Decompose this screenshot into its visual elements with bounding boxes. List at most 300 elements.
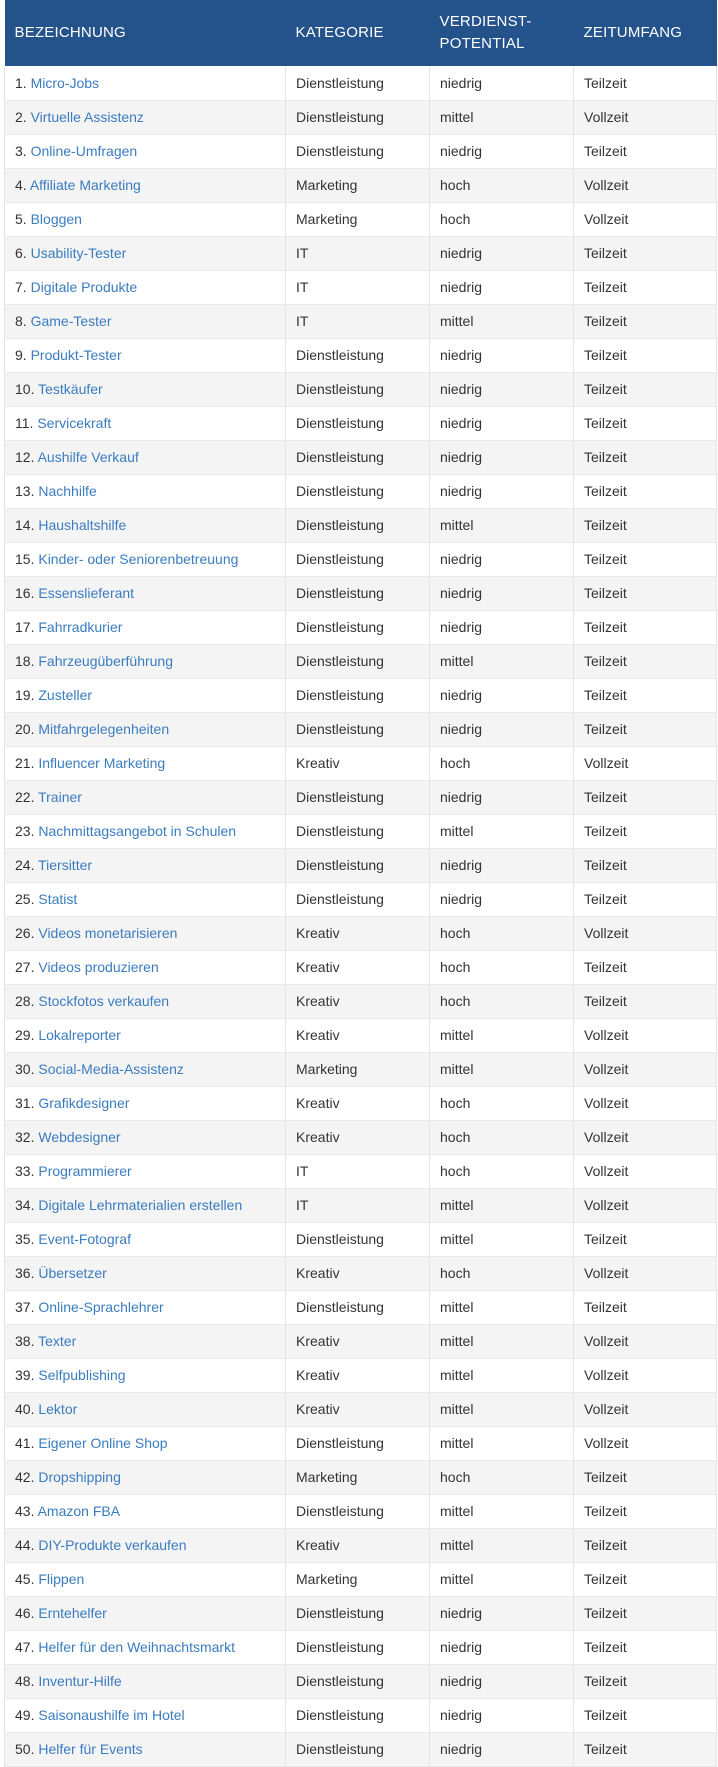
job-link[interactable]: Fahrradkurier	[38, 619, 123, 635]
cell-zeitumfang: Vollzeit	[574, 1120, 717, 1154]
job-link[interactable]: Produkt-Tester	[30, 347, 122, 363]
cell-verdienstpotential: mittel	[430, 814, 574, 848]
job-link[interactable]: Social-Media-Assistenz	[38, 1061, 184, 1077]
table-row	[5, 168, 717, 202]
jobs-table	[4, 0, 717, 1767]
table-row	[5, 1358, 717, 1392]
cell-kategorie: Dienstleistung	[286, 1494, 430, 1528]
job-link[interactable]: Helfer für Events	[38, 1741, 143, 1757]
cell-zeitumfang: Teilzeit	[574, 984, 717, 1018]
job-link[interactable]: Zusteller	[38, 687, 93, 703]
table-row	[5, 134, 717, 168]
cell-bezeichnung	[5, 1426, 286, 1460]
row-number: 40.	[15, 1401, 35, 1417]
job-link[interactable]: Dropshipping	[38, 1469, 121, 1485]
cell-kategorie: Kreativ	[286, 1086, 430, 1120]
row-number: 38.	[15, 1333, 35, 1349]
cell-kategorie: Dienstleistung	[286, 66, 430, 100]
cell-bezeichnung	[5, 882, 286, 916]
cell-kategorie: Kreativ	[286, 746, 430, 780]
cell-verdienstpotential: mittel	[430, 304, 574, 338]
cell-zeitumfang: Teilzeit	[574, 134, 717, 168]
cell-verdienstpotential: mittel	[430, 1188, 574, 1222]
row-number: 4.	[15, 177, 27, 193]
cell-kategorie: Dienstleistung	[286, 848, 430, 882]
row-number: 20.	[15, 721, 35, 737]
cell-zeitumfang: Teilzeit	[574, 270, 717, 304]
row-number: 22.	[15, 789, 35, 805]
header-bezeichnung: BEZEICHNUNG	[5, 0, 286, 66]
cell-verdienstpotential: mittel	[430, 1392, 574, 1426]
row-number: 26.	[15, 925, 35, 941]
cell-zeitumfang: Vollzeit	[574, 1392, 717, 1426]
cell-verdienstpotential: mittel	[430, 1290, 574, 1324]
cell-verdienstpotential: niedrig	[430, 1630, 574, 1664]
cell-bezeichnung	[5, 1256, 286, 1290]
job-link[interactable]: Statist	[38, 891, 78, 907]
header-zeitumfang: ZEITUMFANG	[574, 0, 717, 66]
row-number: 37.	[15, 1299, 35, 1315]
cell-bezeichnung	[5, 644, 286, 678]
row-number: 10.	[15, 381, 35, 397]
job-link[interactable]: Texter	[38, 1333, 77, 1349]
cell-zeitumfang: Vollzeit	[574, 1426, 717, 1460]
cell-bezeichnung	[5, 1664, 286, 1698]
cell-bezeichnung	[5, 1630, 286, 1664]
cell-verdienstpotential: hoch	[430, 1086, 574, 1120]
cell-bezeichnung	[5, 1120, 286, 1154]
cell-verdienstpotential: mittel	[430, 1528, 574, 1562]
cell-zeitumfang: Teilzeit	[574, 1732, 717, 1766]
table-row	[5, 406, 717, 440]
job-link[interactable]: Flippen	[38, 1571, 85, 1587]
cell-kategorie: Dienstleistung	[286, 1290, 430, 1324]
table-row	[5, 1188, 717, 1222]
cell-verdienstpotential: hoch	[430, 950, 574, 984]
row-number: 29.	[15, 1027, 35, 1043]
table-row	[5, 780, 717, 814]
job-link[interactable]: Eigener Online Shop	[38, 1435, 168, 1451]
cell-kategorie: Kreativ	[286, 1392, 430, 1426]
cell-zeitumfang: Vollzeit	[574, 1324, 717, 1358]
cell-zeitumfang: Teilzeit	[574, 1460, 717, 1494]
row-number: 45.	[15, 1571, 35, 1587]
cell-verdienstpotential: mittel	[430, 508, 574, 542]
cell-kategorie: Kreativ	[286, 1256, 430, 1290]
cell-bezeichnung	[5, 610, 286, 644]
cell-kategorie: Dienstleistung	[286, 134, 430, 168]
row-number: 18.	[15, 653, 35, 669]
job-link[interactable]: Inventur-Hilfe	[38, 1673, 122, 1689]
cell-verdienstpotential: niedrig	[430, 882, 574, 916]
row-number: 14.	[15, 517, 35, 533]
row-number: 9.	[15, 347, 27, 363]
job-link[interactable]: Selfpublishing	[38, 1367, 126, 1383]
cell-bezeichnung	[5, 780, 286, 814]
cell-bezeichnung	[5, 950, 286, 984]
job-link[interactable]: Event-Fotograf	[38, 1231, 131, 1247]
job-link[interactable]: Bloggen	[30, 211, 82, 227]
cell-bezeichnung	[5, 1188, 286, 1222]
table-row	[5, 576, 717, 610]
cell-kategorie: IT	[286, 1188, 430, 1222]
table-row	[5, 1018, 717, 1052]
cell-bezeichnung	[5, 1154, 286, 1188]
jobs-table-container	[4, 0, 716, 1767]
cell-zeitumfang: Teilzeit	[574, 304, 717, 338]
header-row	[5, 0, 717, 66]
cell-zeitumfang: Teilzeit	[574, 1698, 717, 1732]
cell-verdienstpotential: mittel	[430, 1562, 574, 1596]
row-number: 34.	[15, 1197, 35, 1213]
cell-kategorie: Marketing	[286, 1562, 430, 1596]
job-link[interactable]: Influencer Marketing	[38, 755, 166, 771]
job-link[interactable]: Mitfahrgelegenheiten	[38, 721, 170, 737]
cell-verdienstpotential: mittel	[430, 100, 574, 134]
table-row	[5, 304, 717, 338]
cell-verdienstpotential: hoch	[430, 746, 574, 780]
row-number: 28.	[15, 993, 35, 1009]
row-number: 5.	[15, 211, 27, 227]
cell-zeitumfang: Vollzeit	[574, 1086, 717, 1120]
row-number: 19.	[15, 687, 35, 703]
cell-bezeichnung	[5, 338, 286, 372]
table-row	[5, 440, 717, 474]
cell-verdienstpotential: niedrig	[430, 236, 574, 270]
table-row	[5, 372, 717, 406]
cell-bezeichnung	[5, 1562, 286, 1596]
row-number: 23.	[15, 823, 35, 839]
cell-verdienstpotential: niedrig	[430, 848, 574, 882]
job-link[interactable]: Webdesigner	[38, 1129, 121, 1145]
cell-verdienstpotential: niedrig	[430, 474, 574, 508]
cell-zeitumfang: Teilzeit	[574, 950, 717, 984]
cell-bezeichnung	[5, 1324, 286, 1358]
table-body	[5, 66, 717, 1766]
table-row	[5, 1222, 717, 1256]
cell-kategorie: Dienstleistung	[286, 644, 430, 678]
cell-zeitumfang: Vollzeit	[574, 1256, 717, 1290]
cell-zeitumfang: Vollzeit	[574, 1188, 717, 1222]
cell-kategorie: Marketing	[286, 1460, 430, 1494]
cell-zeitumfang: Teilzeit	[574, 338, 717, 372]
table-row	[5, 236, 717, 270]
job-link[interactable]: Helfer für den Weihnachtsmarkt	[38, 1639, 235, 1655]
cell-verdienstpotential: mittel	[430, 644, 574, 678]
cell-bezeichnung	[5, 746, 286, 780]
table-row	[5, 1528, 717, 1562]
job-link[interactable]: Übersetzer	[38, 1265, 107, 1281]
cell-kategorie: Dienstleistung	[286, 610, 430, 644]
cell-bezeichnung	[5, 1494, 286, 1528]
job-link[interactable]: Grafikdesigner	[38, 1095, 130, 1111]
cell-bezeichnung	[5, 1222, 286, 1256]
cell-bezeichnung	[5, 542, 286, 576]
row-number: 17.	[15, 619, 35, 635]
cell-bezeichnung	[5, 1698, 286, 1732]
cell-verdienstpotential: niedrig	[430, 1698, 574, 1732]
cell-kategorie: Kreativ	[286, 984, 430, 1018]
table-row	[5, 1596, 717, 1630]
cell-bezeichnung	[5, 270, 286, 304]
table-row	[5, 882, 717, 916]
row-number: 50.	[15, 1741, 35, 1757]
cell-kategorie: Dienstleistung	[286, 406, 430, 440]
table-row	[5, 270, 717, 304]
table-row	[5, 1120, 717, 1154]
cell-kategorie: IT	[286, 236, 430, 270]
cell-verdienstpotential: hoch	[430, 168, 574, 202]
cell-zeitumfang: Vollzeit	[574, 1154, 717, 1188]
cell-zeitumfang: Teilzeit	[574, 644, 717, 678]
cell-verdienstpotential: niedrig	[430, 270, 574, 304]
cell-verdienstpotential: niedrig	[430, 134, 574, 168]
job-link[interactable]: Videos produzieren	[38, 959, 159, 975]
cell-bezeichnung	[5, 474, 286, 508]
cell-kategorie: Dienstleistung	[286, 542, 430, 576]
cell-zeitumfang: Vollzeit	[574, 916, 717, 950]
job-link[interactable]: Haushaltshilfe	[38, 517, 127, 533]
row-number: 49.	[15, 1707, 35, 1723]
cell-bezeichnung	[5, 1052, 286, 1086]
row-number: 6.	[15, 245, 27, 261]
job-link[interactable]: Aushilfe Verkauf	[37, 449, 139, 465]
cell-verdienstpotential: niedrig	[430, 372, 574, 406]
table-row	[5, 1256, 717, 1290]
table-row	[5, 610, 717, 644]
cell-verdienstpotential: mittel	[430, 1494, 574, 1528]
row-number: 15.	[15, 551, 35, 567]
row-number: 46.	[15, 1605, 35, 1621]
cell-verdienstpotential: hoch	[430, 1154, 574, 1188]
cell-kategorie: Kreativ	[286, 916, 430, 950]
table-row	[5, 1460, 717, 1494]
job-link[interactable]: Lektor	[38, 1401, 78, 1417]
cell-zeitumfang: Vollzeit	[574, 746, 717, 780]
job-link[interactable]: Videos monetarisieren	[38, 925, 178, 941]
cell-kategorie: IT	[286, 1154, 430, 1188]
table-row	[5, 1494, 717, 1528]
cell-verdienstpotential: mittel	[430, 1222, 574, 1256]
cell-zeitumfang: Teilzeit	[574, 1596, 717, 1630]
cell-bezeichnung	[5, 678, 286, 712]
row-number: 21.	[15, 755, 35, 771]
cell-bezeichnung	[5, 100, 286, 134]
job-link[interactable]: Online-Umfragen	[30, 143, 138, 159]
cell-bezeichnung	[5, 1358, 286, 1392]
job-link[interactable]: Affiliate Marketing	[29, 177, 141, 193]
row-number: 2.	[15, 109, 27, 125]
cell-kategorie: Dienstleistung	[286, 1630, 430, 1664]
cell-bezeichnung	[5, 712, 286, 746]
cell-verdienstpotential: hoch	[430, 984, 574, 1018]
cell-zeitumfang: Teilzeit	[574, 848, 717, 882]
job-link[interactable]: Testkäufer	[38, 381, 103, 397]
cell-kategorie: Marketing	[286, 1052, 430, 1086]
table-row	[5, 1664, 717, 1698]
cell-kategorie: Kreativ	[286, 950, 430, 984]
cell-bezeichnung	[5, 440, 286, 474]
row-number: 35.	[15, 1231, 35, 1247]
cell-verdienstpotential: niedrig	[430, 780, 574, 814]
row-number: 24.	[15, 857, 35, 873]
cell-verdienstpotential: niedrig	[430, 712, 574, 746]
job-link[interactable]: Stockfotos verkaufen	[38, 993, 170, 1009]
cell-bezeichnung	[5, 1018, 286, 1052]
row-number: 12.	[15, 449, 35, 465]
cell-zeitumfang: Teilzeit	[574, 66, 717, 100]
table-row	[5, 712, 717, 746]
table-row	[5, 1630, 717, 1664]
row-number: 16.	[15, 585, 35, 601]
table-row	[5, 474, 717, 508]
cell-zeitumfang: Vollzeit	[574, 1018, 717, 1052]
header-verdienstpotential: VERDIENST-POTENTIAL	[430, 0, 574, 66]
row-number: 36.	[15, 1265, 35, 1281]
cell-zeitumfang: Teilzeit	[574, 814, 717, 848]
job-link[interactable]: Kinder- oder Seniorenbetreuung	[38, 551, 239, 567]
job-link[interactable]: Programmierer	[38, 1163, 132, 1179]
table-row	[5, 1562, 717, 1596]
cell-verdienstpotential: niedrig	[430, 1732, 574, 1766]
job-link[interactable]: Digitale Produkte	[30, 279, 138, 295]
job-link[interactable]: Erntehelfer	[38, 1605, 107, 1621]
cell-kategorie: IT	[286, 304, 430, 338]
cell-bezeichnung	[5, 1290, 286, 1324]
cell-bezeichnung	[5, 984, 286, 1018]
cell-zeitumfang: Vollzeit	[574, 100, 717, 134]
table-row	[5, 1426, 717, 1460]
cell-zeitumfang: Vollzeit	[574, 168, 717, 202]
cell-verdienstpotential: mittel	[430, 1018, 574, 1052]
cell-kategorie: Marketing	[286, 202, 430, 236]
row-number: 8.	[15, 313, 27, 329]
cell-bezeichnung	[5, 848, 286, 882]
cell-verdienstpotential: niedrig	[430, 440, 574, 474]
job-link[interactable]: Essenslieferant	[38, 585, 135, 601]
cell-kategorie: Kreativ	[286, 1018, 430, 1052]
cell-zeitumfang: Teilzeit	[574, 882, 717, 916]
job-link[interactable]: Fahrzeugüberführung	[38, 653, 174, 669]
cell-zeitumfang: Teilzeit	[574, 1630, 717, 1664]
row-number: 27.	[15, 959, 35, 975]
cell-zeitumfang: Teilzeit	[574, 780, 717, 814]
table-header	[5, 0, 717, 66]
cell-verdienstpotential: hoch	[430, 1120, 574, 1154]
row-number: 48.	[15, 1673, 35, 1689]
cell-bezeichnung	[5, 1596, 286, 1630]
job-link[interactable]: Nachmittagsangebot in Schulen	[38, 823, 237, 839]
row-number: 43.	[15, 1503, 35, 1519]
cell-bezeichnung	[5, 236, 286, 270]
cell-zeitumfang: Teilzeit	[574, 610, 717, 644]
job-link[interactable]: Amazon FBA	[37, 1503, 121, 1519]
cell-verdienstpotential: niedrig	[430, 66, 574, 100]
cell-zeitumfang: Teilzeit	[574, 440, 717, 474]
cell-kategorie: Marketing	[286, 168, 430, 202]
table-row	[5, 814, 717, 848]
cell-kategorie: Dienstleistung	[286, 882, 430, 916]
cell-kategorie: Kreativ	[286, 1528, 430, 1562]
cell-bezeichnung	[5, 168, 286, 202]
job-link[interactable]: Servicekraft	[37, 415, 112, 431]
cell-verdienstpotential: niedrig	[430, 1596, 574, 1630]
cell-zeitumfang: Teilzeit	[574, 1562, 717, 1596]
cell-zeitumfang: Teilzeit	[574, 542, 717, 576]
cell-kategorie: Dienstleistung	[286, 1664, 430, 1698]
cell-verdienstpotential: hoch	[430, 1460, 574, 1494]
job-link[interactable]: Game-Tester	[30, 313, 112, 329]
cell-bezeichnung	[5, 576, 286, 610]
cell-zeitumfang: Teilzeit	[574, 1222, 717, 1256]
row-number: 47.	[15, 1639, 35, 1655]
job-link[interactable]: Digitale Lehrmaterialien erstellen	[38, 1197, 243, 1213]
cell-bezeichnung	[5, 66, 286, 100]
job-link[interactable]: Online-Sprachlehrer	[38, 1299, 164, 1315]
cell-kategorie: Dienstleistung	[286, 814, 430, 848]
cell-zeitumfang: Teilzeit	[574, 1664, 717, 1698]
cell-verdienstpotential: mittel	[430, 1426, 574, 1460]
cell-zeitumfang: Vollzeit	[574, 202, 717, 236]
cell-verdienstpotential: hoch	[430, 202, 574, 236]
cell-bezeichnung	[5, 202, 286, 236]
job-link[interactable]: Tiersitter	[38, 857, 93, 873]
row-number: 39.	[15, 1367, 35, 1383]
cell-verdienstpotential: niedrig	[430, 406, 574, 440]
cell-zeitumfang: Teilzeit	[574, 406, 717, 440]
cell-zeitumfang: Teilzeit	[574, 712, 717, 746]
cell-zeitumfang: Teilzeit	[574, 1494, 717, 1528]
job-link[interactable]: DIY-Produkte verkaufen	[38, 1537, 187, 1553]
cell-zeitumfang: Vollzeit	[574, 1358, 717, 1392]
cell-verdienstpotential: niedrig	[430, 1664, 574, 1698]
row-number: 32.	[15, 1129, 35, 1145]
cell-zeitumfang: Teilzeit	[574, 1290, 717, 1324]
cell-kategorie: Dienstleistung	[286, 474, 430, 508]
job-link[interactable]: Lokalreporter	[38, 1027, 121, 1043]
cell-verdienstpotential: niedrig	[430, 576, 574, 610]
table-row	[5, 202, 717, 236]
job-link[interactable]: Virtuelle Assistenz	[30, 109, 144, 125]
cell-bezeichnung	[5, 916, 286, 950]
row-number: 25.	[15, 891, 35, 907]
row-number: 44.	[15, 1537, 35, 1553]
cell-verdienstpotential: hoch	[430, 916, 574, 950]
table-row	[5, 1698, 717, 1732]
cell-bezeichnung	[5, 814, 286, 848]
job-link[interactable]: Micro-Jobs	[30, 74, 100, 91]
job-link[interactable]: Saisonaushilfe im Hotel	[38, 1707, 185, 1723]
cell-kategorie: Kreativ	[286, 1324, 430, 1358]
cell-zeitumfang: Teilzeit	[574, 474, 717, 508]
cell-verdienstpotential: niedrig	[430, 542, 574, 576]
cell-kategorie: Kreativ	[286, 1358, 430, 1392]
cell-bezeichnung	[5, 1528, 286, 1562]
row-number: 3.	[15, 143, 27, 159]
job-link[interactable]: Nachhilfe	[38, 483, 97, 499]
cell-verdienstpotential: mittel	[430, 1324, 574, 1358]
cell-zeitumfang: Teilzeit	[574, 236, 717, 270]
cell-kategorie: Dienstleistung	[286, 1698, 430, 1732]
cell-bezeichnung	[5, 1392, 286, 1426]
cell-bezeichnung	[5, 372, 286, 406]
job-link[interactable]: Usability-Tester	[30, 245, 127, 261]
cell-bezeichnung	[5, 406, 286, 440]
table-row	[5, 746, 717, 780]
job-link[interactable]: Trainer	[38, 789, 82, 805]
cell-kategorie: Dienstleistung	[286, 678, 430, 712]
table-row	[5, 1154, 717, 1188]
